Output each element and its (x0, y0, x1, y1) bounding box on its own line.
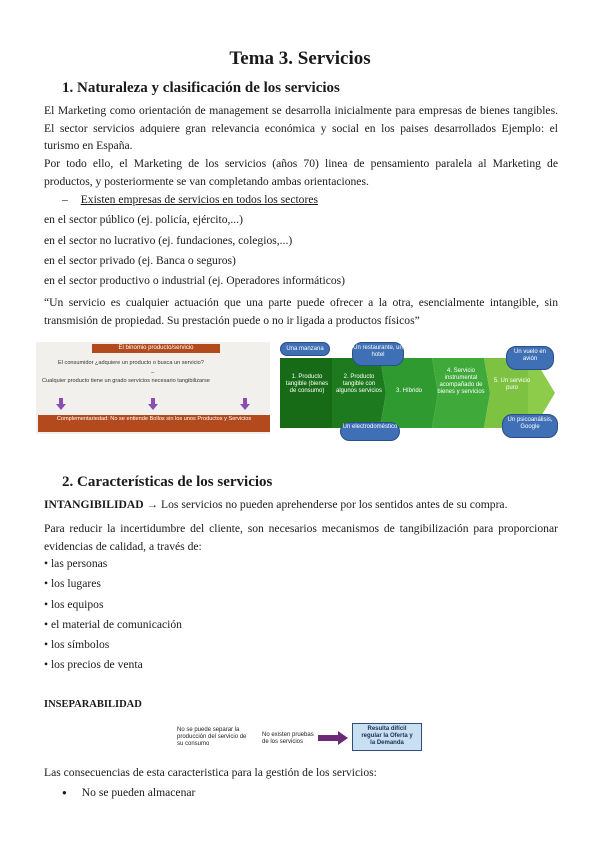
consequence-item (62, 786, 195, 799)
down-arrow-icon (148, 398, 158, 410)
binomio-line-1: El consumidor ¿adquiere un producto o busca un servicio? (58, 360, 204, 366)
list-item: • el material de comunicación (44, 618, 182, 631)
list-item: • los precios de venta (44, 658, 143, 671)
sector-line: en el sector privado (ej. Banca o seguros) (44, 254, 236, 267)
arrow-right-icon: → (146, 498, 159, 511)
insep-box-line: la Demanda (370, 740, 404, 746)
insep-middle-line: No existen pruebas (262, 732, 314, 738)
insep-box-line: regular la Oferta y (361, 733, 413, 739)
bubble-electrodomestico: Un electrodoméstico (340, 422, 400, 441)
segment-3: 3. Híbrido (395, 388, 422, 394)
intangibilidad-line (44, 498, 507, 511)
list-item: • los símbolos (44, 638, 110, 651)
segment-4: 4. Servicio instrumental acompañado de bienes y servicios (437, 368, 485, 395)
binomio-dash: – (151, 370, 155, 376)
binomio-header: El binomio producto/servicio (92, 344, 220, 353)
insep-left-line: su consumo (177, 741, 210, 747)
sector-line: en el sector no lucrativo (ej. fundaciones, colegios,...) (44, 234, 293, 247)
sector-line: en el sector público (ej. policía, ejército,...) (44, 213, 243, 226)
segment-1: 1. Producto tangible (bienes de consumo) (285, 374, 329, 394)
binomio-diagram (36, 342, 272, 434)
consequence-item-text: No se pueden almacenar (81, 786, 196, 799)
down-arrow-icon (56, 398, 66, 410)
intangibilidad-label: INTANGIBILIDAD (44, 498, 144, 511)
insep-middle-line: de los servicios (262, 739, 304, 745)
intangibilidad-text: Los servicios no pueden aprehenderse por los sentidos antes de su compra. (158, 498, 508, 511)
insep-left-line: producción del servicio de (177, 734, 247, 740)
bullet-marker: ● (62, 788, 67, 797)
continuum-diagram (270, 338, 558, 440)
insep-box-line: Resulta difícil (367, 726, 407, 732)
bubble-psicoanalisis: Un psicoanálisis, Google (502, 414, 558, 438)
consequences-intro: Las consecuencias de esta caracteristica para la gestión de los servicios: (44, 766, 377, 779)
paragraph-marketing-servicios: Por todo ello, el Marketing de los servicios (años 70) linea de pensamiento paralela al Marketing de productos, y posteriormente se van completando ambas orientaciones. (44, 157, 558, 188)
insep-left-line: No se puede separar la (177, 727, 240, 733)
page-title: Tema 3. Servicios (229, 48, 371, 69)
binomio-line-2: Cualquier producto tiene un grado servicios necesario tangibilizarse (42, 378, 210, 384)
bullet-sectores (62, 193, 318, 206)
insep-result-box (352, 723, 422, 751)
segment-5: 5. Un servicio puro (493, 378, 531, 391)
sector-line: en el sector productivo o industrial (ej. Operadores informáticos) (44, 274, 346, 287)
definition-quote: “Un servicio es cualquier actuación que una parte puede ofrecer a la otra, esencialmente intangible, sin transmisión de propiedad. Su prestación puede o no ir ligada a productos físicos” (44, 296, 558, 327)
insep-middle-text (262, 732, 314, 746)
bubble-vuelo: Un vuelo en avión (506, 346, 554, 370)
bubble-manzana: Una manzana (280, 342, 330, 356)
list-item: • los lugares (44, 577, 101, 590)
paragraph-intro: El Marketing como orientación de management se desarrolla inicialmente para empresas de bienes tangibles. El sector servicios adquiere gran relevancia económica y social en los paises desarrollados Ejemplo: el turismo en España. (44, 104, 558, 152)
bullet-sectores-text: Existen empresas de servicios en todos los sectores (80, 193, 318, 206)
bubble-restaurante: Un restaurante, un hotel (352, 342, 404, 366)
binomio-conclusion: Complementariedad: No se entiende Bollos sin los unos Productos y Servicios (38, 415, 270, 432)
paragraph-tangibilizacion: Para reducir la incertidumbre del cliente, son necesarios mecanismos de tangibilización para proporcionar evidencias de calidad, a través de: (44, 522, 558, 553)
section-2-heading: 2. Características de los servicios (62, 474, 273, 490)
arrow-right-icon (318, 731, 348, 745)
dash-marker: – (62, 193, 68, 206)
list-item: • los equipos (44, 598, 104, 611)
down-arrow-icon (240, 398, 250, 410)
inseparabilidad-label: INSEPARABILIDAD (44, 699, 142, 710)
section-1-heading: 1. Naturaleza y clasificación de los servicios (62, 80, 340, 96)
segment-2: 2. Producto tangible con algunos servicios (335, 374, 383, 394)
list-item: • las personas (44, 557, 108, 570)
insep-left-text (177, 727, 246, 748)
